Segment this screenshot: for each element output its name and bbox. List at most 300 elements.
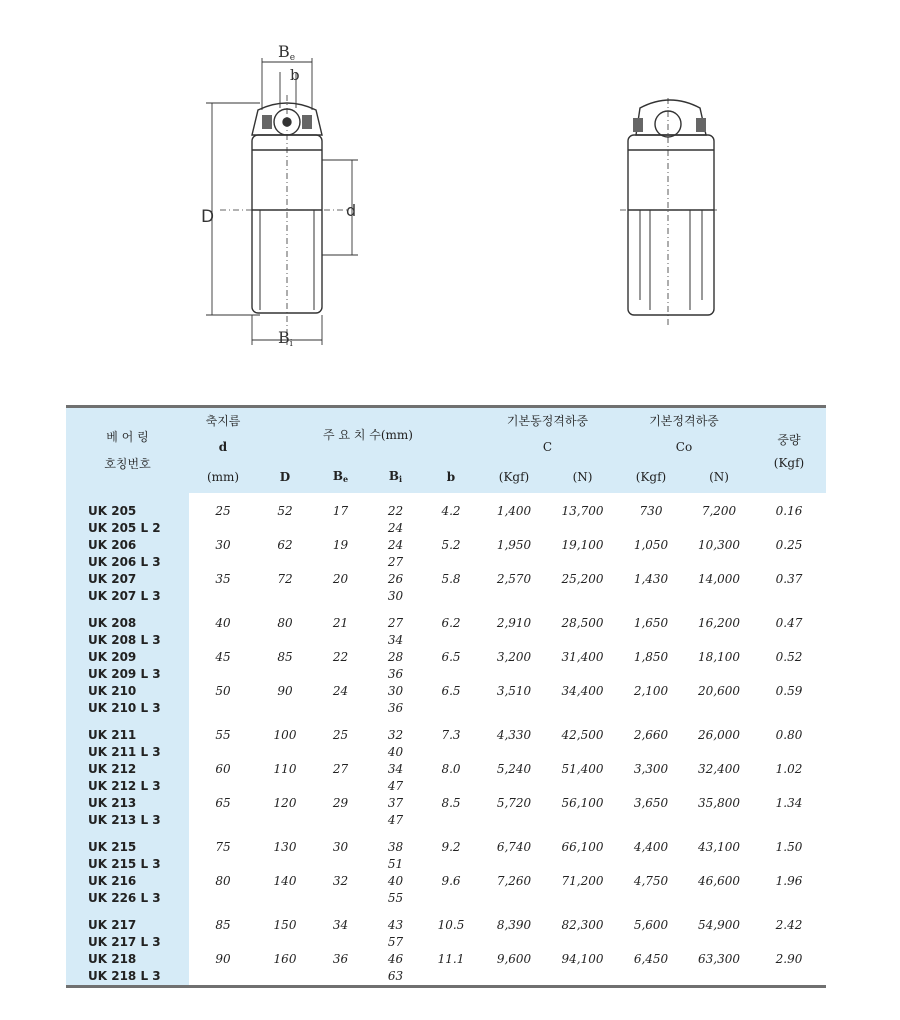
cell-c-n <box>549 683 616 717</box>
value: 40 <box>215 615 231 630</box>
cell-co-kgf <box>616 761 686 795</box>
value: 20,600 <box>698 683 740 698</box>
value: 8.0 <box>441 761 461 776</box>
cell-co-n <box>686 951 752 987</box>
value: 5,720 <box>496 795 532 810</box>
value: 6.5 <box>441 649 461 664</box>
model-number: UK 208 <box>88 615 137 630</box>
header-dynamic-load: 기본동정격하중 <box>479 407 616 433</box>
model-cell <box>66 605 189 649</box>
cell-c-kgf <box>479 683 549 717</box>
value: 1,950 <box>496 537 532 552</box>
cell-d <box>189 717 257 761</box>
value: 27 <box>332 761 349 776</box>
cell-b <box>423 717 479 761</box>
cell-d <box>257 717 313 761</box>
cell-c-n <box>549 907 616 951</box>
model-cell <box>66 493 189 537</box>
value: 30 <box>332 839 349 854</box>
value: 30 <box>215 537 231 552</box>
cell-d <box>257 761 313 795</box>
cell-c-n <box>549 795 616 829</box>
cell-co-kgf <box>616 649 686 683</box>
value: 6.5 <box>441 683 461 698</box>
cell-c-kgf <box>479 493 549 537</box>
value: 6,450 <box>633 951 669 966</box>
bi-value: 28 <box>387 649 404 664</box>
value: 34 <box>332 917 349 932</box>
cell-d <box>189 649 257 683</box>
value: 0.37 <box>775 571 803 586</box>
value: 4,750 <box>633 873 669 888</box>
cell-d <box>257 829 313 873</box>
table-row <box>66 907 826 951</box>
value: 66,100 <box>561 839 604 854</box>
header-shaft-unit: (mm) <box>189 461 257 493</box>
value: 6,740 <box>496 839 532 854</box>
cell-co-kgf <box>616 795 686 829</box>
label-d: d <box>346 201 357 220</box>
header-static-load: 기본정격하중 <box>616 407 752 433</box>
value: 0.25 <box>775 537 803 552</box>
value: 2,660 <box>633 727 669 742</box>
cell-be <box>313 873 368 907</box>
bi-value: 26 <box>387 571 404 586</box>
table-bottom-rule <box>66 986 826 990</box>
cell-co-kgf <box>616 571 686 605</box>
header-static-n: (N) <box>686 461 752 493</box>
cell-d <box>257 873 313 907</box>
label-D: D <box>201 207 215 227</box>
model-number: UK 215 <box>88 839 137 854</box>
label-Bi: Bi <box>278 328 293 349</box>
table-row <box>66 873 826 907</box>
model-cell <box>66 649 189 683</box>
value: 9.2 <box>441 839 461 854</box>
cell-co-kgf <box>616 829 686 873</box>
header-main-dims: 주 요 치 수(mm) <box>257 407 479 461</box>
table-row <box>66 605 826 649</box>
bi-value: 63 <box>387 968 404 983</box>
value: 36 <box>332 951 349 966</box>
bi-value: 37 <box>387 795 404 810</box>
cell-weight <box>752 795 826 829</box>
cell-bi <box>368 951 423 987</box>
model-number: UK 211 <box>88 727 137 742</box>
model-number: UK 213 <box>88 795 137 810</box>
model-cell <box>66 907 189 951</box>
bearing-drawings <box>0 0 900 400</box>
value: 25 <box>332 727 349 742</box>
cell-be <box>313 683 368 717</box>
table-row <box>66 951 826 987</box>
table-bottom-rule-cell <box>66 986 826 990</box>
value: 18,100 <box>698 649 740 664</box>
value: 7.3 <box>441 727 461 742</box>
bi-value: 40 <box>387 744 404 759</box>
cell-weight <box>752 571 826 605</box>
header-shaft: 축지름 <box>189 407 257 433</box>
cell-be <box>313 829 368 873</box>
cell-b <box>423 683 479 717</box>
table-row <box>66 493 826 537</box>
cell-d <box>189 829 257 873</box>
cell-co-n <box>686 795 752 829</box>
cell-bi <box>368 873 423 907</box>
cell-c-kgf <box>479 717 549 761</box>
cell-co-n <box>686 649 752 683</box>
value: 110 <box>273 761 297 776</box>
value: 3,200 <box>496 649 532 664</box>
bi-value: 47 <box>387 778 404 793</box>
cell-co-n <box>686 761 752 795</box>
cell-be <box>313 795 368 829</box>
cell-bi <box>368 829 423 873</box>
cell-co-kgf <box>616 717 686 761</box>
value: 16,200 <box>698 615 740 630</box>
cell-co-n <box>686 571 752 605</box>
value: 7,260 <box>496 873 532 888</box>
bi-value: 51 <box>387 856 404 871</box>
cell-co-kgf <box>616 605 686 649</box>
model-cell <box>66 873 189 907</box>
value: 3,300 <box>633 761 669 776</box>
header-shaft-d: d <box>189 433 257 461</box>
header-dim-b: b <box>423 461 479 493</box>
value: 100 <box>273 727 297 742</box>
value: 21 <box>332 615 349 630</box>
cell-be <box>313 761 368 795</box>
model-number: UK 211 L 3 <box>88 744 161 759</box>
cell-d <box>189 761 257 795</box>
bi-value: 34 <box>387 632 404 647</box>
value: 94,100 <box>561 951 604 966</box>
value: 19 <box>332 537 349 552</box>
cell-c-kgf <box>479 649 549 683</box>
bi-value: 57 <box>387 934 404 949</box>
value: 0.59 <box>775 683 803 698</box>
value: 28,500 <box>561 615 604 630</box>
cell-d <box>257 493 313 537</box>
value: 6.2 <box>441 615 461 630</box>
bi-value: 22 <box>387 503 404 518</box>
cell-d <box>257 683 313 717</box>
value: 1,050 <box>633 537 669 552</box>
cell-weight <box>752 951 826 987</box>
model-cell <box>66 537 189 571</box>
label-b: b <box>290 66 300 84</box>
value: 1,430 <box>633 571 669 586</box>
cell-c-n <box>549 951 616 987</box>
bi-value: 34 <box>387 761 404 776</box>
header-dynamic-symbol: C <box>479 433 616 461</box>
bi-value: 38 <box>387 839 404 854</box>
bi-value: 27 <box>387 554 404 569</box>
cell-co-n <box>686 537 752 571</box>
cell-co-kgf <box>616 683 686 717</box>
value: 25 <box>215 503 231 518</box>
model-number: UK 208 L 3 <box>88 632 161 647</box>
bi-value: 40 <box>387 873 404 888</box>
value: 4,400 <box>633 839 669 854</box>
header-bearing-number <box>66 407 189 493</box>
bi-value: 36 <box>387 700 404 715</box>
value: 0.16 <box>775 503 803 518</box>
table-row <box>66 537 826 571</box>
value: 29 <box>332 795 349 810</box>
cell-weight <box>752 761 826 795</box>
cell-weight <box>752 649 826 683</box>
value: 10.5 <box>437 917 465 932</box>
cell-c-kgf <box>479 605 549 649</box>
cell-b <box>423 537 479 571</box>
cell-c-n <box>549 717 616 761</box>
value: 42,500 <box>561 727 604 742</box>
header-dynamic-n: (N) <box>549 461 616 493</box>
value: 2.42 <box>775 917 803 932</box>
cell-co-kgf <box>616 493 686 537</box>
value: 35,800 <box>698 795 740 810</box>
cell-b <box>423 907 479 951</box>
value: 5,600 <box>633 917 669 932</box>
value: 22 <box>332 649 349 664</box>
value: 11.1 <box>437 951 465 966</box>
cell-d <box>257 649 313 683</box>
model-number: UK 209 L 3 <box>88 666 161 681</box>
value: 63,300 <box>698 951 740 966</box>
model-number: UK 215 L 3 <box>88 856 161 871</box>
model-number: UK 218 L 3 <box>88 968 161 983</box>
value: 1,400 <box>496 503 532 518</box>
model-number: UK 205 L 2 <box>88 520 161 535</box>
value: 2,570 <box>496 571 532 586</box>
value: 45 <box>215 649 231 664</box>
value: 60 <box>215 761 231 776</box>
cell-d <box>189 493 257 537</box>
value: 0.47 <box>775 615 803 630</box>
value: 85 <box>277 649 293 664</box>
value: 55 <box>215 727 231 742</box>
cell-d <box>257 605 313 649</box>
cell-bi <box>368 761 423 795</box>
bi-value: 30 <box>387 683 404 698</box>
value: 1.34 <box>775 795 803 810</box>
cell-co-n <box>686 829 752 873</box>
header-weight <box>752 407 826 493</box>
cell-c-kgf <box>479 951 549 987</box>
header-weight-label: 중량 <box>777 432 801 447</box>
cell-be <box>313 537 368 571</box>
value: 90 <box>277 683 293 698</box>
value: 10,300 <box>698 537 740 552</box>
value: 24 <box>332 683 349 698</box>
model-number: UK 226 L 3 <box>88 890 161 905</box>
cell-b <box>423 951 479 987</box>
value: 1.50 <box>775 839 803 854</box>
value: 17 <box>332 503 349 518</box>
cell-be <box>313 571 368 605</box>
value: 75 <box>215 839 231 854</box>
value: 25,200 <box>561 571 604 586</box>
cell-co-n <box>686 873 752 907</box>
model-number: UK 206 L 3 <box>88 554 161 569</box>
header-static-kgf: (Kgf) <box>616 461 686 493</box>
bearing-section-drawing <box>206 58 358 345</box>
value: 5,240 <box>496 761 532 776</box>
bi-value: 46 <box>387 951 404 966</box>
cell-weight <box>752 605 826 649</box>
value: 90 <box>215 951 231 966</box>
model-cell <box>66 829 189 873</box>
cell-c-n <box>549 873 616 907</box>
bi-value: 30 <box>387 588 404 603</box>
model-number: UK 212 <box>88 761 137 776</box>
bi-value: 55 <box>387 890 404 905</box>
cell-co-n <box>686 683 752 717</box>
cell-c-n <box>549 571 616 605</box>
model-number: UK 210 <box>88 683 137 698</box>
cell-c-kgf <box>479 873 549 907</box>
cell-be <box>313 605 368 649</box>
cell-weight <box>752 717 826 761</box>
model-number: UK 213 L 3 <box>88 812 161 827</box>
cell-weight <box>752 493 826 537</box>
value: 4.2 <box>441 503 461 518</box>
value: 2,100 <box>633 683 669 698</box>
value: 1.02 <box>775 761 803 776</box>
value: 34,400 <box>561 683 604 698</box>
cell-bi <box>368 649 423 683</box>
cell-d <box>257 907 313 951</box>
cell-weight <box>752 537 826 571</box>
value: 85 <box>215 917 231 932</box>
value: 5.8 <box>441 571 461 586</box>
value: 50 <box>215 683 231 698</box>
cell-be <box>313 493 368 537</box>
cell-co-kgf <box>616 907 686 951</box>
table-row <box>66 795 826 829</box>
value: 0.52 <box>775 649 803 664</box>
cell-b <box>423 829 479 873</box>
cell-c-kgf <box>479 907 549 951</box>
bearing-spec-table <box>66 405 826 990</box>
value: 72 <box>277 571 293 586</box>
cell-c-kgf <box>479 829 549 873</box>
cell-bi <box>368 493 423 537</box>
model-cell <box>66 761 189 795</box>
table-row <box>66 829 826 873</box>
table-body <box>66 493 826 990</box>
header-static-symbol: Co <box>616 433 752 461</box>
value: 32 <box>332 873 349 888</box>
model-cell <box>66 795 189 829</box>
model-number: UK 212 L 3 <box>88 778 161 793</box>
value: 26,000 <box>698 727 740 742</box>
value: 80 <box>215 873 231 888</box>
value: 82,300 <box>561 917 604 932</box>
model-cell <box>66 717 189 761</box>
table-row <box>66 571 826 605</box>
cell-b <box>423 571 479 605</box>
cell-bi <box>368 571 423 605</box>
cell-d <box>189 537 257 571</box>
value: 8,390 <box>496 917 532 932</box>
cell-co-n <box>686 907 752 951</box>
cell-c-n <box>549 493 616 537</box>
cell-d <box>257 951 313 987</box>
cell-be <box>313 717 368 761</box>
value: 71,200 <box>561 873 604 888</box>
cell-co-kgf <box>616 951 686 987</box>
bi-value: 24 <box>387 520 404 535</box>
model-number: UK 216 <box>88 873 137 888</box>
cell-co-kgf <box>616 537 686 571</box>
header-number: 호칭번호 <box>104 457 151 472</box>
value: 3,650 <box>633 795 669 810</box>
cell-c-kgf <box>479 571 549 605</box>
value: 3,510 <box>496 683 532 698</box>
value: 31,400 <box>561 649 604 664</box>
cell-d <box>257 795 313 829</box>
cell-c-n <box>549 761 616 795</box>
cell-be <box>313 649 368 683</box>
value: 62 <box>277 537 293 552</box>
cell-b <box>423 873 479 907</box>
value: 4,330 <box>496 727 532 742</box>
header-bearing: 베 어 링 <box>106 430 149 445</box>
cell-b <box>423 795 479 829</box>
cell-d <box>189 571 257 605</box>
table-row <box>66 683 826 717</box>
cell-d <box>189 907 257 951</box>
cell-d <box>189 683 257 717</box>
model-number: UK 205 <box>88 503 137 518</box>
cell-co-n <box>686 493 752 537</box>
value: 130 <box>273 839 297 854</box>
value: 80 <box>277 615 293 630</box>
header-dim-Bi: $B_i$ <box>368 461 423 493</box>
model-number: UK 209 <box>88 649 137 664</box>
value: 1,650 <box>633 615 669 630</box>
cell-bi <box>368 717 423 761</box>
value: 160 <box>273 951 297 966</box>
model-number: UK 207 L 3 <box>88 588 161 603</box>
value: 0.80 <box>775 727 803 742</box>
value: 5.2 <box>441 537 461 552</box>
value: 56,100 <box>561 795 604 810</box>
cell-c-n <box>549 537 616 571</box>
value: 20 <box>332 571 349 586</box>
cell-bi <box>368 605 423 649</box>
cell-weight <box>752 829 826 873</box>
value: 120 <box>273 795 297 810</box>
cell-weight <box>752 873 826 907</box>
table-row <box>66 717 826 761</box>
bi-value: 36 <box>387 666 404 681</box>
header-weight-unit: (Kgf) <box>773 455 805 470</box>
value: 51,400 <box>561 761 604 776</box>
model-number: UK 218 <box>88 951 137 966</box>
model-cell <box>66 683 189 717</box>
table-row <box>66 649 826 683</box>
cell-b <box>423 493 479 537</box>
value: 32,400 <box>698 761 740 776</box>
cell-d <box>257 537 313 571</box>
cell-c-n <box>549 605 616 649</box>
label-Be: Be <box>278 42 296 63</box>
model-number: UK 217 L 3 <box>88 934 161 949</box>
header-dim-Be: $B_e$ <box>313 461 368 493</box>
